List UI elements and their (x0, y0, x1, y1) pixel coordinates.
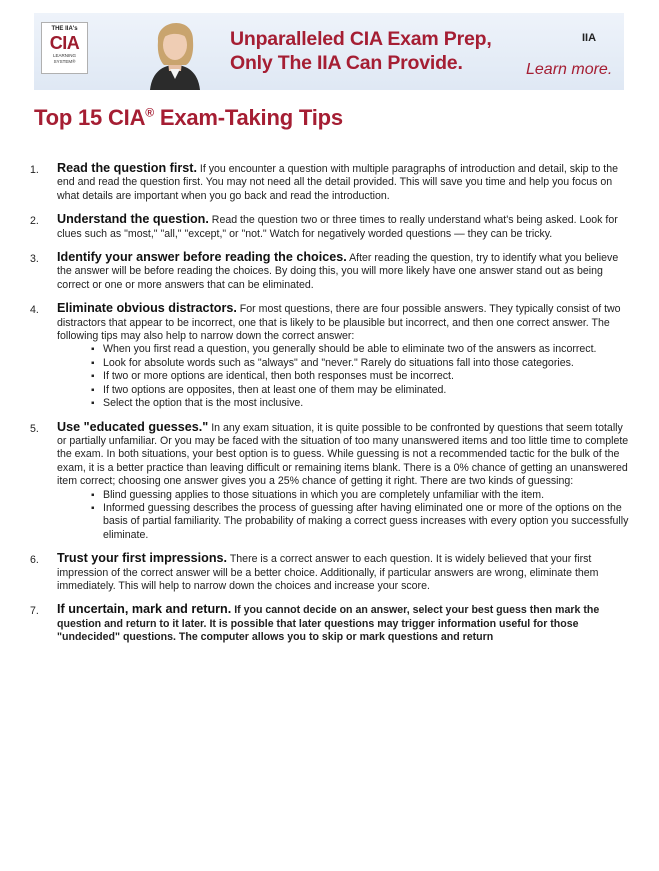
title-main: Top 15 CIA (34, 105, 146, 130)
tip-body: If you encounter a question with multiple paragraphs of introduction and detail, skip to the end and read the question first. You may not need all the detail provided. This will save you time and help you focus on what details are important when you go back and read the introduction. (57, 163, 619, 202)
logo-cia-text: CIA (49, 33, 80, 53)
tip-body: There is a correct answer to each question. It is widely believed that your first impression of the correct answer will be a better choice. Additionally, if particular answers are wrong, eliminate them immediately. This will help to narrow down the choices and increase your score. (57, 553, 599, 592)
learn-more-link[interactable]: Learn more. (526, 61, 613, 78)
tip-number: 4. (30, 304, 39, 317)
bullet-item: ▪ Look for absolute words such as "always" and "never." Rarely do situations fall into those categories. (91, 357, 630, 370)
spokesperson-photo (134, 13, 216, 90)
promo-banner[interactable] (34, 13, 624, 90)
logo-top-text: THE IIA's (51, 26, 78, 32)
tip-number: 5. (30, 422, 39, 435)
headline-line-1: Unparalleled CIA Exam Prep, (230, 28, 492, 50)
registered-mark: ® (145, 105, 154, 120)
tip-body: For most questions, there are four possible answers. They typically consist of two distractors that appear to be incorrect, one that is likely to be plausible but incorrect, and then one correct answer. The following tips may also help to narrow down the correct answer: (57, 303, 621, 343)
tip-heading: Identify your answer before reading the choices. (57, 250, 347, 265)
tip-item (30, 213, 630, 241)
tip-number: 6. (30, 554, 39, 567)
page-title (34, 105, 343, 131)
bullet-item: ▪ Select the option that is the most inclusive. (91, 397, 630, 410)
iia-logo: IIA (582, 32, 597, 44)
bullet-item: ▪ Informed guessing describes the process of guessing after having eliminated one or more of the options on the basis of partial familiarity. The probability of making a correct guess increases with every option you successfully eliminate. (91, 502, 630, 542)
tip-body: Read the question two or three times to really understand what's being asked. Look for clues such as "most," "all," "except," or "not." Watch for negatively worded questions — they can be tricky. (57, 214, 618, 240)
tip-number: 1. (30, 164, 39, 176)
tip-heading: Read the question first. (57, 161, 197, 175)
tip-number: 3. (30, 253, 39, 266)
tip-body: After reading the question, try to identify what you believe the answer will be before reading the choices. By doing this, you will more likely have one answer stand out as being correct or one or more answers that can be eliminated. (57, 252, 619, 291)
tip-heading: Use "educated guesses." (57, 419, 209, 434)
tip-body: In any exam situation, it is quite possible to be confronted by questions that seem totally or partially unfamiliar. Or you may be faced with the situation of too many unanswered items and too little time to complete the exam. In both situations, your best option is to guess. While guessing is not a recommended tactic for the bulk of the exam, it is a better practice than leaving difficult or remaining items blank. There is a 0% chance of getting an unanswered item correct; choosing one answer gives you a 25% chance of getting it right. There are two kinds of guessing: (57, 421, 629, 488)
tip-item (30, 162, 630, 203)
bullet-item: ▪ When you first read a question, you generally should be able to eliminate two of the answers as incorrect. (91, 343, 630, 356)
bullet-item: ▪ If two or more options are identical, then both responses must be incorrect. (91, 370, 630, 383)
tip-heading: Eliminate obvious distractors. (57, 301, 237, 316)
tip-bullet-list (57, 489, 630, 543)
logo-sub-text: LEARNING SYSTEM® (52, 53, 76, 64)
cia-learning-system-logo (41, 22, 88, 74)
tip-item (30, 421, 630, 543)
tip-item (30, 302, 630, 410)
tip-heading: Trust your first impressions. (57, 551, 228, 566)
tip-heading: If uncertain, mark and return. (57, 602, 232, 617)
tip-number: 7. (30, 605, 39, 618)
tip-body: If you cannot decide on an answer, select your best guess then mark the question and return to it later. It is possible that later questions may trigger information useful for those "undecided" questions. The computer allows you to skip or mark questions and return (57, 604, 600, 644)
bullet-item: ▪ Blind guessing applies to those situations in which you are completely unfamiliar with the item. (91, 489, 630, 502)
tip-number: 2. (30, 215, 39, 228)
tip-bullet-list (57, 343, 630, 410)
tip-item (30, 552, 630, 593)
headline-line-2: Only The IIA Can Provide. (230, 52, 463, 74)
bullet-item: ▪ If two options are opposites, then at least one of them may be eliminated. (91, 384, 630, 397)
tips-list (30, 162, 630, 655)
title-rest: Exam-Taking Tips (153, 105, 343, 130)
tip-item (30, 251, 630, 292)
tip-heading: Understand the question. (57, 212, 209, 227)
tip-item (30, 603, 630, 644)
banner-headline (230, 27, 492, 75)
